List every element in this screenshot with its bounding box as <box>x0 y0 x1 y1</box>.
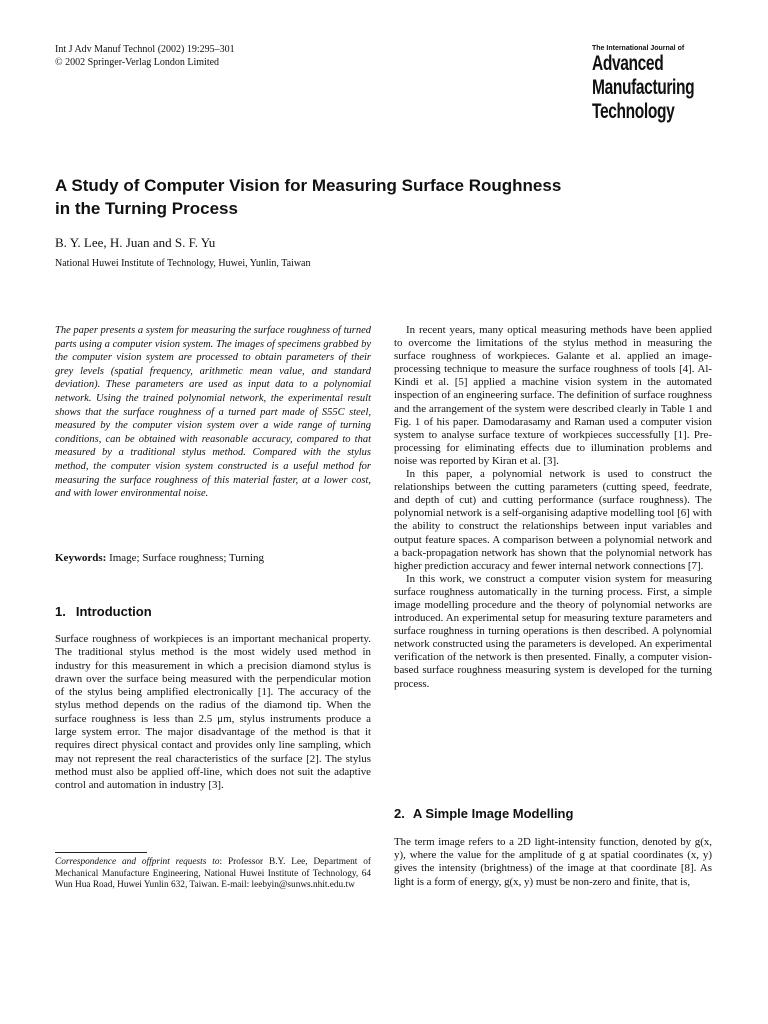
keywords-value: Image; Surface roughness; Turning <box>109 552 264 564</box>
paragraph: In this paper, a polynomial network is used to construct the relationships between the cutting parameters (cutting speed, feedrate, and depth of cut) and cutting performance (surface roughness). The polynomial network is a self-organising adaptive modelling tool [6] with the ability to construct the relationships between input variables and output feature spaces. A comparison between a polynomial network and a back-propagation network has shown that the polynomial network has higher prediction accuracy and fewer internal network connections [7]. <box>394 468 712 572</box>
footnote-text: : Professor B.Y. Lee, Department of Mechanical Manufacture Engineering, National Huwei Institute of Technology, 64 Wun Hua Road, Huwei Yunlin 632, Taiwan. E-mail: leebyin@sunws.nhit.edu.tw <box>55 857 371 891</box>
paragraph: In this work, we construct a computer vision system for measuring surface roughness automatically in the turning process. First, a simple image modelling procedure and the theory of polynomial networks are introduced. An experimental setup for measuring texture parameters and surface roughness in turning operations is then described. A polynomial network constructed using the parameters is developed. An experimental verification of the network is then presented. Finally, a computer vision-based surface roughness measuring system is developed for the turning process. <box>394 572 712 690</box>
section-number: 2. <box>394 806 405 821</box>
section-title: A Simple Image Modelling <box>412 806 574 821</box>
paragraph: In recent years, many optical measuring methods have been applied to overcome the limitations of the stylus method in measuring the surface roughness of workpieces. Galante et al. applied an image-processing technique to measure the surface roughness of tools [4]. Al-Kindi et al. [5] applied a machine vision system in the automated inspection of an engineering surface. The definition of surface roughness and the arrangement of the system were described clearly in Table 1 and Fig. 1 of his paper. Damodarasamy and Raman used a computer vision system to analyse surface texture of workpieces successfully [1]. Pre-processing for eliminating effects due to illumination problems and noise was reported by Kiran et al. [3]. <box>394 324 712 467</box>
keywords <box>55 552 371 564</box>
article-title <box>55 174 715 220</box>
section-title: Introduction <box>75 604 152 619</box>
affiliation: National Huwei Institute of Technology, Huwei, Yunlin, Taiwan <box>55 258 311 269</box>
citation-line: Int J Adv Manuf Technol (2002) 19:295–301 <box>55 44 235 55</box>
abstract-text: The paper presents a system for measuring the surface roughness of turned parts using a computer vision system. The images of specimens grabbed by the computer vision system are processed to obtain parameters of their grey levels (spatial frequency, arithmetic mean value, and standard deviation). These parameters are used as input data to a polynomial network. Using the trained polynomial network, the experimental result shows that the surface roughness of a turned part made of S55C steel, measured by the computer vision system over a wide range of turning conditions, can be obtained with reasonable accuracy, compared to that measured by a traditional stylus method. Compared with the stylus method, the computer vision system constructed is a useful method for measuring the surface roughness of this material faster, at a lower cost, and with lower environmental noise. <box>55 325 371 500</box>
journal-logo-small: The International Journal of <box>592 45 685 52</box>
correspondence-footnote <box>55 857 371 892</box>
journal-logo <box>592 45 722 124</box>
journal-logo-line: Technology <box>592 100 675 123</box>
journal-logo-line: Manufacturing <box>592 76 695 99</box>
image-modelling-body <box>394 836 712 889</box>
section-heading <box>394 806 581 821</box>
right-column-body <box>394 324 712 691</box>
title-line: A Study of Computer Vision for Measuring Surface Roughness <box>55 176 562 195</box>
introduction-body <box>55 633 371 793</box>
journal-logo-line: Advanced <box>592 52 664 75</box>
paragraph: Surface roughness of workpieces is an important mechanical property. The traditional stylus method is the most widely used method in industry for this measurement in which a precision diamond stylus is drawn over the surface being measured with the perpendicular motion of the stylus being amplified electronically [1]. The accuracy of the stylus method depends on the radius of the diamond tip. When the surface roughness is less than 2.5 μm, stylus instruments produce a large system error. The major disadvantage of the method is that it requires direct physical contact and provides only line sampling, which may not represent the real characteristics of the surface [2]. The stylus method must also be applied off-line, which does not suit the adaptive control and automation in industry [3]. <box>55 633 371 792</box>
title-line: in the Turning Process <box>55 199 238 218</box>
authors: B. Y. Lee, H. Juan and S. F. Yu <box>55 235 216 250</box>
keywords-label: Keywords: <box>55 552 107 564</box>
footnote-label: Correspondence and offprint requests to <box>55 857 220 867</box>
footnote-divider <box>55 852 147 853</box>
copyright-line: © 2002 Springer-Verlag London Limited <box>55 57 220 68</box>
paragraph: The term image refers to a 2D light-intensity function, denoted by g(x, y), where the value for the amplitude of g at spatial coordinates (x, y) gives the intensity (brightness) of the image at that coordinate [8]. As light is a form of energy, g(x, y) must be non-zero and finite, that is, <box>394 836 712 888</box>
abstract <box>55 324 371 501</box>
section-heading <box>55 604 162 619</box>
journal-citation <box>55 43 375 69</box>
section-number: 1. <box>55 604 66 619</box>
